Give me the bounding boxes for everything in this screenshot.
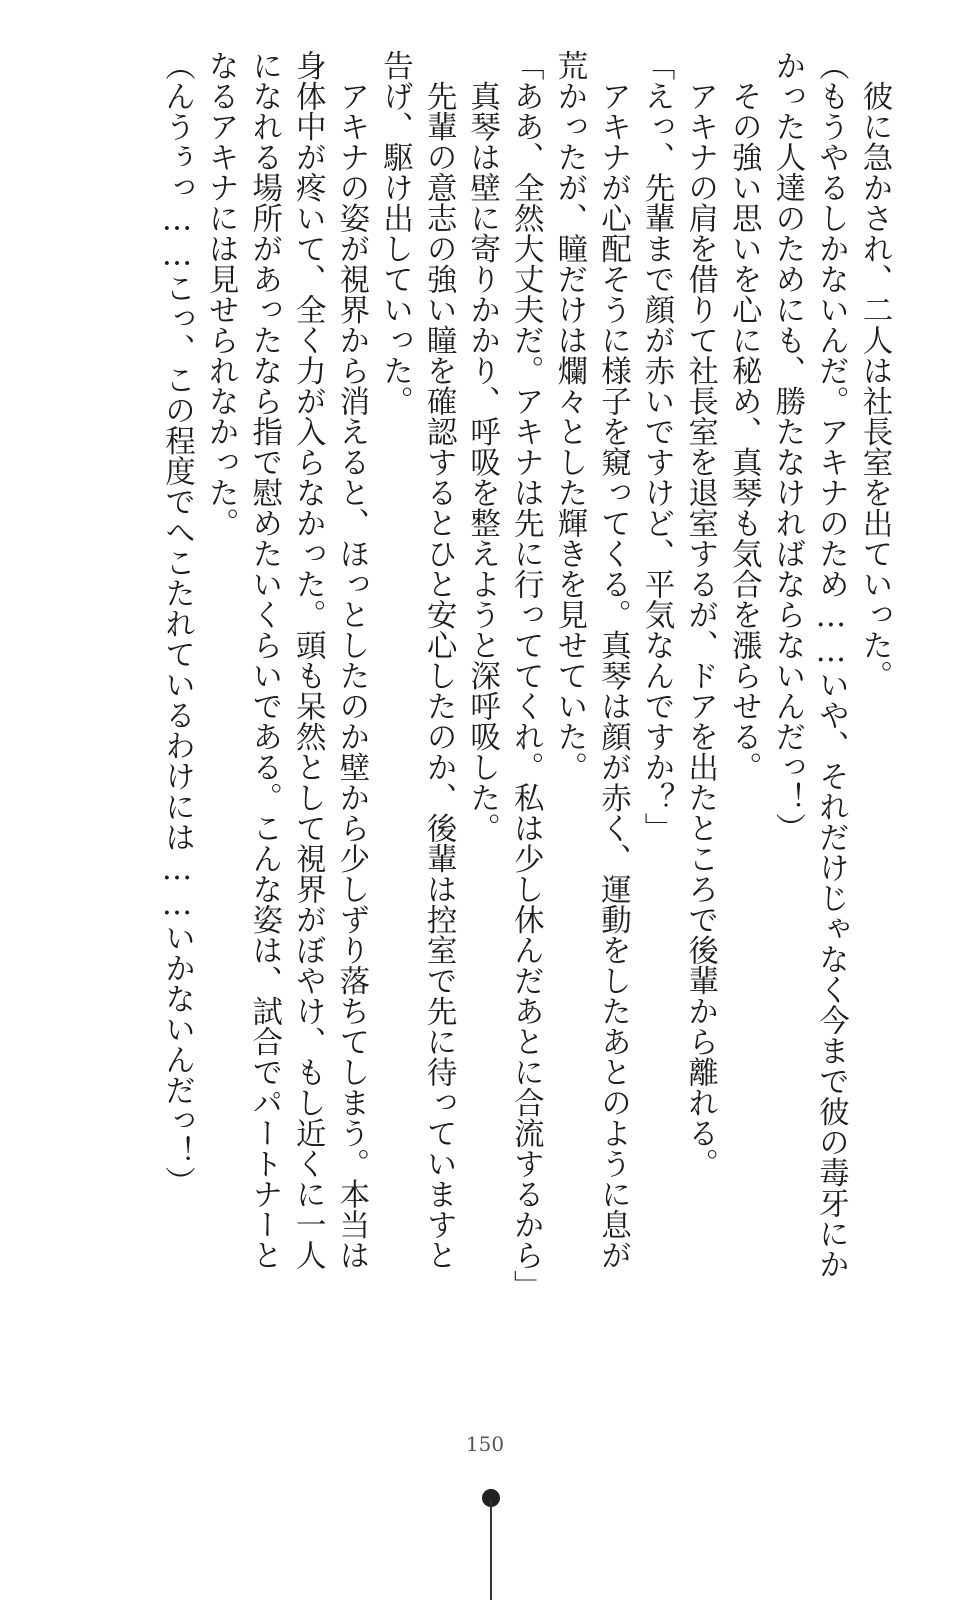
- text-line: （もうやるしかないんだ。アキナのため……いや、それだけじゃなく今まで彼の毒牙にか: [813, 50, 849, 1279]
- page-number: 150: [465, 1432, 505, 1456]
- text-line: その強い思いを心に秘め、真琴も気合を漲らせる。: [726, 50, 762, 782]
- text-line: アキナが心配そうに様子を窺ってくる。真琴は顔が赤く、運動をしたあとのように息が: [595, 50, 631, 1270]
- page-marker-line: [490, 1500, 492, 1600]
- text-line: になれる場所があったなら指で慰めたいくらいである。こんな姿は、試合でパートナーと: [246, 50, 282, 1270]
- text-line: なるアキナには見せられなかった。: [203, 50, 239, 538]
- text-line: アキナの肩を借りて社長室を退室するが、ドアを出たところで後輩から離れる。: [682, 50, 718, 1179]
- text-line: 真琴は壁に寄りかかり、呼吸を整えようと深呼吸した。: [464, 50, 500, 843]
- text-line: 彼に急かされ、二人は社長室を出ていった。: [857, 50, 892, 691]
- text-line: 先輩の意志の強い瞳を確認するとひと安心したのか、後輩は控室で先に待っていますと: [421, 50, 457, 1270]
- text-line: かった人達のためにも、勝たなければならないんだっ！）: [769, 50, 805, 843]
- text-line: 「えっ、先輩まで顔が赤いですけど、平気なんですか？」: [639, 50, 675, 843]
- text-line: 身体中が疼いて、全く力が入らなかった。頭も呆然として視界がぼやけ、もし近くに一人: [290, 50, 326, 1270]
- vertical-text-body: [120, 50, 895, 1350]
- text-line: アキナの姿が視界から消えると、ほっとしたのか壁から少しずり落ちてしまう。本当は: [333, 50, 369, 1270]
- text-line: 告げ、駆け出していった。: [377, 50, 413, 416]
- text-line: 荒かったが、瞳だけは爛々とした輝きを見せていた。: [551, 50, 587, 782]
- text-line: 「ああ、全然大丈夫だ。アキナは先に行っててくれ。私は少し休んだあとに合流するから」: [508, 50, 544, 1301]
- text-line: （んうぅっ……こっ、この程度でへこたれているわけには……いかないんだっ！）: [159, 50, 195, 1197]
